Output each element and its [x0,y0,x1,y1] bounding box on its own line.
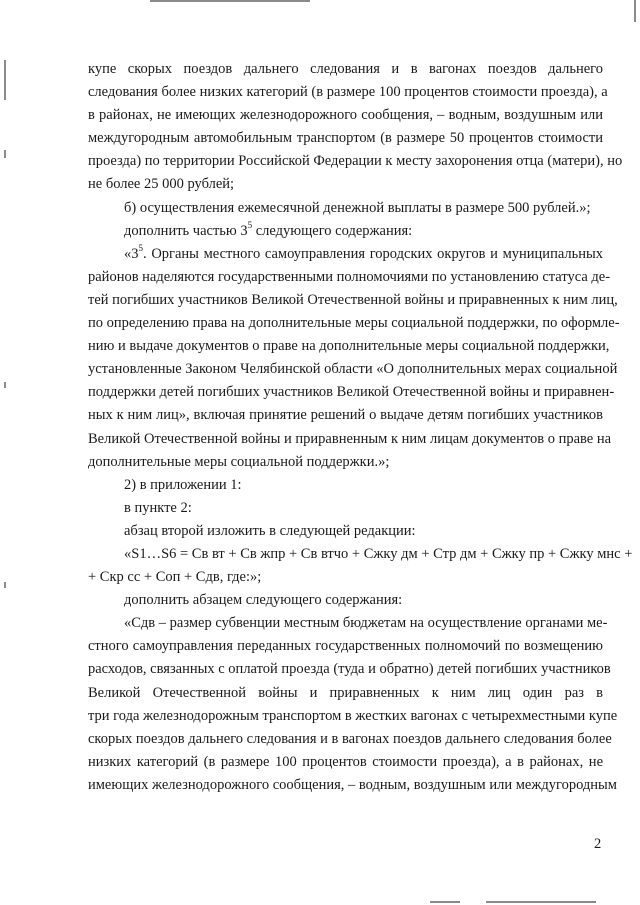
text-line: междугородным автомобильным транспортом (в размере 50 процентов стоимости [88,130,603,147]
text-line: имеющих железнодорожного сообщения, – водным, воздушным или междугородным [88,776,617,793]
text-line: тей погибших участников Великой Отечественной войны и приравненных к ним лиц, [88,291,618,308]
scan-artifact-left-3 [4,382,6,388]
text-line [88,243,603,266]
scan-artifact-bottom-1 [430,901,460,903]
scan-artifact-left-4 [4,582,6,588]
text-line: в районах, не имеющих железнодорожного сообщения, – водным, воздушным или [88,107,603,124]
text-line: абзац второй изложить в следующей редакции: [124,522,416,539]
text-line: поддержки детей погибших участников Великой Отечественной войны и приравнен- [88,384,615,401]
text-fragment: «3 [124,245,139,262]
superscript: 5 [247,219,253,230]
text-line: дополнить абзацем следующего содержания: [124,592,403,609]
text-line: стного самоуправления переданных государственных полномочий по возмещению [88,638,603,655]
text-line: по определению права на дополнительные меры социальной поддержки, по оформле- [88,315,620,332]
scan-artifact-top [150,0,310,2]
text-line: нию и выдаче документов о праве на дополнительные меры социальной поддержки, [88,338,610,355]
scan-artifact-right [634,0,636,22]
text-line: следования более низких категорий (в размере 100 процентов стоимости проезда), а [88,84,608,101]
text-line: низких категорий (в размере 100 процентов стоимости проезда), а в районах, не [88,753,603,770]
page-number: 2 [594,836,602,852]
text-fragment: следующего содержания: [252,222,413,239]
text-fragment: дополнить частью 3 [124,222,248,239]
text-fragment: . Органы местного самоуправления городских округов и муниципальных [143,245,603,262]
text-line: не более 25 000 рублей; [88,176,235,193]
text-line: «S1…S6 = Св вт + Св жпр + Св втчо + Сжку дм + Стр дм + Сжку пр + Сжку мнс + [124,545,633,562]
text-line: купе скорых поездов дальнего следования и в вагонах поездов дальнего [88,61,603,77]
text-line: районов наделяются государственными полномочиями по установлению статуса де- [88,268,611,285]
text-line: Великой Отечественной войны и приравненным к ним лицам документов о праве на [88,430,612,447]
text-line: 2) в приложении 1: [124,476,242,493]
text-line: «Сдв – размер субвенции местным бюджетам на осуществление органами ме- [124,615,608,632]
text-line: установленные Законом Челябинской области «О дополнительных мерах социальной [88,361,618,378]
scan-artifact-left-2 [4,150,6,158]
document-body [88,58,633,797]
text-line: ных к ним лиц», включая принятие решений о выдаче детям погибших участников [88,407,603,424]
text-line: + Скр сс + Соп + Сдв, где:»; [88,569,262,586]
text-line: скорых поездов дальнего следования и в вагонах поездов дальнего следования более [88,730,612,747]
text-line: проезда) по территории Российской Федерации к месту захоронения отца (матери), но [88,153,623,170]
text-line: дополнительные меры социальной поддержки.»; [88,453,390,470]
scan-artifact-left-1 [4,60,6,100]
superscript: 5 [138,242,143,253]
text-line [88,220,603,243]
text-line: три года железнодорожным транспортом в жестких вагонах с четырехместными купе [88,707,618,724]
text-line: в пункте 2: [124,499,192,516]
text-line: б) осуществления ежемесячной денежной выплаты в размере 500 рублей.»; [124,199,591,216]
text-line: Великой Отечественной войны и приравненных к ним лиц один раз в [88,684,603,701]
scan-artifact-bottom-2 [486,901,596,903]
text-line: расходов, связанных с оплатой проезда (туда и обратно) детей погибших участников [88,661,611,678]
